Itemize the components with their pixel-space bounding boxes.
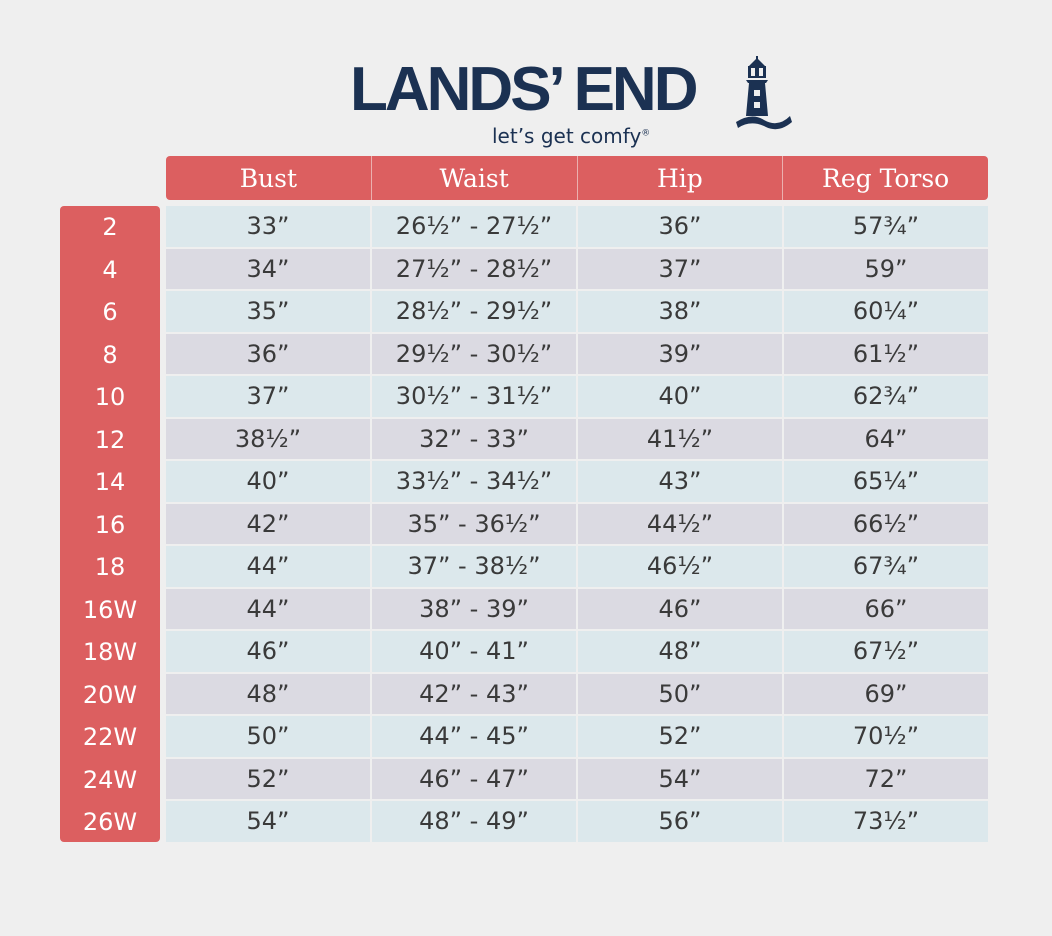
cell-hip: 41½”: [578, 419, 784, 460]
table-header: [166, 156, 988, 200]
size-label: 8: [102, 340, 118, 369]
table-row: [166, 334, 988, 375]
cell-bust: 33”: [166, 206, 372, 247]
cell-bust: 40”: [166, 461, 372, 502]
size-label: 4: [102, 255, 118, 284]
size-label: 10: [94, 383, 126, 412]
cell-waist: 42” - 43”: [372, 674, 578, 715]
size-label: 16W: [82, 595, 138, 624]
column-header-reg-torso: Reg Torso: [822, 163, 950, 193]
cell-hip: 40”: [578, 376, 784, 417]
size-table-body: [166, 206, 988, 844]
cell-bust: 46”: [166, 631, 372, 672]
table-row: [166, 376, 988, 417]
table-row: [166, 589, 988, 630]
table-row: [166, 206, 988, 247]
cell-hip: 39”: [578, 334, 784, 375]
cell-waist: 27½” - 28½”: [372, 249, 578, 290]
table-row: [166, 759, 988, 800]
cell-hip: 36”: [578, 206, 784, 247]
cell-bust: 48”: [166, 674, 372, 715]
size-label: 18: [94, 553, 126, 582]
cell-waist: 37” - 38½”: [372, 546, 578, 587]
cell-waist: 26½” - 27½”: [372, 206, 578, 247]
cell-waist: 40” - 41”: [372, 631, 578, 672]
cell-reg-torso: 61½”: [852, 339, 920, 368]
cell-bust: 44”: [166, 546, 372, 587]
table-row: [166, 801, 988, 842]
cell-hip: 50”: [578, 674, 784, 715]
size-label: 6: [102, 298, 118, 327]
cell-bust: 37”: [166, 376, 372, 417]
cell-reg-torso: 70½”: [852, 722, 920, 751]
cell-reg-torso: 65¼”: [852, 467, 920, 496]
table-row: [166, 546, 988, 587]
cell-reg-torso: 62¾”: [852, 382, 920, 411]
cell-waist: 46” - 47”: [372, 759, 578, 800]
size-label: 14: [94, 468, 126, 497]
cell-waist: 38” - 39”: [372, 589, 578, 630]
cell-bust: 36”: [166, 334, 372, 375]
table-row: [166, 419, 988, 460]
brand-logo: [350, 52, 800, 152]
size-column: [60, 206, 160, 842]
cell-bust: 42”: [166, 504, 372, 545]
cell-reg-torso: 64”: [864, 424, 908, 453]
table-row: [166, 249, 988, 290]
cell-bust: 52”: [166, 759, 372, 800]
cell-reg-torso: 57¾”: [852, 212, 920, 241]
cell-hip: 48”: [578, 631, 784, 672]
cell-hip: 46½”: [578, 546, 784, 587]
cell-reg-torso: 72”: [864, 764, 908, 793]
size-label: 24W: [82, 765, 138, 794]
cell-hip: 44½”: [578, 504, 784, 545]
cell-waist: 32” - 33”: [372, 419, 578, 460]
cell-bust: 54”: [166, 801, 372, 842]
cell-bust: 50”: [166, 716, 372, 757]
brand-tagline: let’s get comfy®: [492, 124, 651, 148]
cell-waist: 33½” - 34½”: [372, 461, 578, 502]
cell-waist: 44” - 45”: [372, 716, 578, 757]
cell-hip: 46”: [578, 589, 784, 630]
column-header-bust: Bust: [166, 156, 372, 200]
size-label: 22W: [82, 723, 138, 752]
cell-hip: 54”: [578, 759, 784, 800]
cell-reg-torso: 73½”: [852, 807, 920, 836]
table-row: [166, 504, 988, 545]
cell-waist: 30½” - 31½”: [372, 376, 578, 417]
cell-reg-torso: 66”: [864, 594, 908, 623]
cell-bust: 38½”: [166, 419, 372, 460]
size-label: 18W: [82, 638, 138, 667]
cell-waist: 35” - 36½”: [372, 504, 578, 545]
cell-bust: 34”: [166, 249, 372, 290]
cell-reg-torso: 66½”: [852, 509, 920, 538]
cell-hip: 37”: [578, 249, 784, 290]
cell-hip: 52”: [578, 716, 784, 757]
brand-wordmark: LANDS’ END: [350, 55, 696, 124]
size-label: 12: [94, 425, 126, 454]
cell-reg-torso: 67¾”: [852, 552, 920, 581]
table-row: [166, 461, 988, 502]
cell-waist: 48” - 49”: [372, 801, 578, 842]
cell-hip: 56”: [578, 801, 784, 842]
cell-reg-torso: 69”: [864, 679, 908, 708]
cell-reg-torso: 59”: [864, 254, 908, 283]
table-row: [166, 631, 988, 672]
cell-reg-torso: 60¼”: [852, 297, 920, 326]
column-header-waist: Waist: [372, 156, 578, 200]
table-row: [166, 674, 988, 715]
cell-waist: 29½” - 30½”: [372, 334, 578, 375]
cell-hip: 38”: [578, 291, 784, 332]
size-label: 26W: [82, 808, 138, 837]
size-label: 20W: [82, 680, 138, 709]
column-header-hip: Hip: [578, 156, 784, 200]
cell-bust: 35”: [166, 291, 372, 332]
cell-waist: 28½” - 29½”: [372, 291, 578, 332]
size-label: 16: [94, 510, 126, 539]
lighthouse-icon: [734, 52, 794, 132]
table-row: [166, 716, 988, 757]
cell-hip: 43”: [578, 461, 784, 502]
size-label: 2: [102, 213, 118, 242]
table-row: [166, 291, 988, 332]
cell-bust: 44”: [166, 589, 372, 630]
cell-reg-torso: 67½”: [852, 637, 920, 666]
